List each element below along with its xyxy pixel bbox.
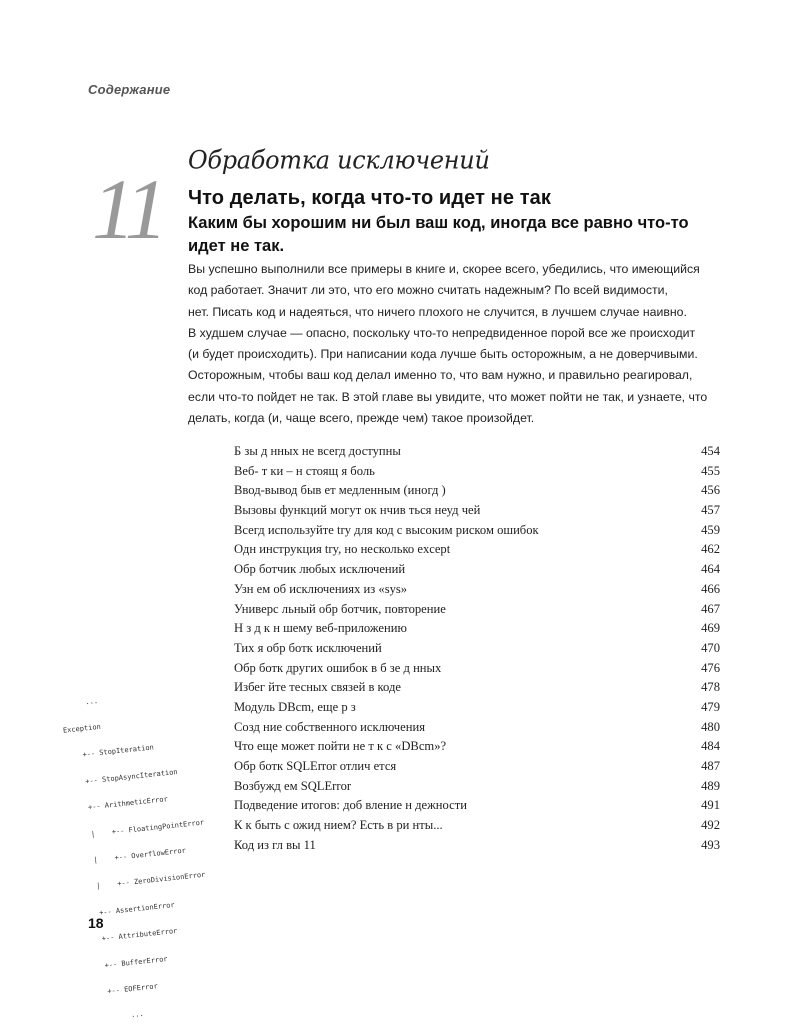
toc-entry-page: 491 (701, 798, 720, 813)
code-line: +-- EOFError (90, 982, 159, 998)
toc-entry-title: Тих я обр ботк исключений (234, 640, 382, 655)
code-line: Exception (62, 722, 102, 735)
toc-entry-title: Одн инструкция try, но несколько except (234, 542, 451, 557)
toc-entry-title: Модуль DBcm, еще р з (234, 699, 356, 714)
toc-entry-page: 487 (701, 759, 720, 773)
toc-entry-page: 457 (701, 503, 720, 518)
toc-entry[interactable] (234, 739, 720, 759)
toc-entry-page: 459 (701, 522, 720, 537)
toc-entry[interactable] (234, 818, 720, 838)
toc-entry-page: 456 (701, 483, 720, 498)
toc-entry[interactable] (234, 444, 720, 464)
toc-entry-page: 478 (701, 680, 720, 695)
toc-entry-page: 470 (701, 640, 720, 655)
toc-entry-page: 454 (701, 444, 720, 458)
toc-entry[interactable] (234, 720, 720, 740)
toc-entry-page: 484 (701, 739, 720, 754)
toc-entry[interactable] (234, 661, 720, 681)
toc-entry[interactable] (234, 542, 720, 562)
chapter-subtitle: Что делать, когда что-то идет не так (188, 187, 551, 209)
toc-entry[interactable] (234, 838, 720, 858)
toc-entry-title: Обр ботк SQLError отлич ется (234, 759, 397, 773)
intro-line: В худшем случае — опасно, поскольку что-то непредвиденное порой все же происходит (188, 325, 696, 340)
code-line: | +-- FloatingPointError (73, 818, 205, 840)
table-of-contents (234, 444, 720, 857)
toc-entry[interactable] (234, 503, 720, 523)
toc-entry-page: 455 (701, 463, 720, 478)
toc-entry[interactable] (234, 464, 720, 484)
toc-entry-title: Н з д к н шему веб-приложению (234, 621, 407, 636)
toc-entry[interactable] (234, 621, 720, 641)
intro-line: Осторожным, чтобы ваш код делал именно то, что вам нужно, и правильно реагировал, (188, 368, 693, 383)
code-line: | +-- ZeroDivisionError (79, 871, 206, 893)
toc-entry-title: Ввод-вывод быв ет медленным (иногд ) (234, 483, 446, 498)
toc-entry-page: 467 (701, 601, 720, 616)
toc-entry[interactable] (234, 700, 720, 720)
toc-entry-title: Универс льный обр ботчик, повторение (234, 601, 446, 616)
chapter-lead-line: идет не так. (188, 237, 285, 255)
code-line: +-- ArithmeticError (70, 795, 169, 814)
code-line: +-- BufferError (87, 954, 168, 971)
code-line: +-- StopIteration (65, 743, 155, 761)
code-line: +-- AttributeError (84, 927, 178, 945)
toc-entry-page: 479 (701, 699, 720, 714)
toc-entry-page: 464 (701, 562, 720, 577)
chapter-title: Обработка исключений (188, 145, 490, 175)
page-number: 18 (88, 915, 104, 931)
intro-line: если что-то пойдет не так. В этой главе вы увидите, что может пойти не так, и узнаете, что (188, 389, 708, 404)
toc-entry[interactable] (234, 562, 720, 582)
toc-entry-page: 469 (701, 621, 720, 636)
toc-entry-title: Обр ботчик любых исключений (234, 562, 406, 577)
toc-entry[interactable] (234, 523, 720, 543)
toc-entry-title: Избег йте тесных связей в коде (234, 680, 401, 695)
chapter-number: 11 (92, 161, 164, 257)
toc-entry[interactable] (234, 582, 720, 602)
toc-entry[interactable] (234, 483, 720, 503)
toc-entry[interactable] (234, 798, 720, 818)
toc-entry-page: 480 (701, 719, 720, 734)
intro-line: нет. Писать код и надеяться, что ничего плохого не случится, в лучшем случае наивно. (188, 304, 687, 319)
toc-entry-title: К к быть с ожид нием? Есть в ри нты... (234, 818, 443, 833)
toc-entry[interactable] (234, 641, 720, 661)
toc-entry-title: Подведение итогов: доб вление н дежности (234, 798, 467, 813)
toc-entry-page: 466 (701, 581, 720, 596)
toc-entry-page: 493 (701, 837, 720, 852)
toc-entry[interactable] (234, 602, 720, 622)
toc-entry-title: Код из гл вы 11 (234, 837, 316, 852)
toc-entry[interactable] (234, 779, 720, 799)
intro-line: Вы успешно выполнили все примеры в книге и, скорее всего, убедились, что имеющийся (188, 262, 700, 276)
code-line: | +-- OverflowError (76, 846, 187, 866)
toc-entry-title: Узн ем об исключениях из «sys» (234, 581, 408, 596)
toc-entry-page: 492 (701, 818, 720, 833)
chapter-intro (188, 259, 748, 429)
toc-entry-page: 489 (701, 778, 720, 793)
code-line: ... (92, 1010, 145, 1024)
code-line: +-- StopAsyncIteration (68, 767, 178, 788)
code-line: +-- AssertionError (81, 900, 175, 919)
toc-entry-page: 462 (701, 542, 720, 557)
toc-entry-title: Веб- т ки – н стоящ я боль (234, 463, 375, 478)
intro-line: делать, когда (и, чаще всего, прежде чем) такое произойдет. (188, 411, 535, 426)
toc-entry-title: Всегд используйте try для код с высоким риском ошибок (234, 522, 539, 537)
toc-entry[interactable] (234, 680, 720, 700)
running-header: Содержание (88, 82, 171, 97)
chapter-lead (188, 212, 748, 258)
toc-entry-title: Б зы д нных не всегд доступны (234, 444, 401, 458)
intro-line: код работает. Значит ли это, что его можно считать надежным? По всей видимости, (188, 283, 668, 298)
toc-entry-page: 476 (701, 660, 720, 675)
toc-entry-title: Созд ние собственного исключения (234, 719, 425, 734)
chapter-lead-line: Каким бы хорошим ни был ваш код, иногда все равно что-то (188, 214, 689, 232)
toc-entry-title: Обр ботк других ошибок в б зе д нных (234, 660, 442, 675)
code-line: ... (59, 696, 99, 709)
toc-entry[interactable] (234, 759, 720, 779)
toc-entry-title: Возбужд ем SQLError (234, 778, 352, 793)
intro-line: (и будет происходить). При написании кода лучше быть осторожным, а не доверчивыми. (188, 347, 698, 362)
toc-entry-title: Что еще может пойти не т к с «DBcm»? (234, 739, 447, 754)
toc-entry-title: Вызовы функций могут ок нчив ться неуд чей (234, 503, 481, 518)
